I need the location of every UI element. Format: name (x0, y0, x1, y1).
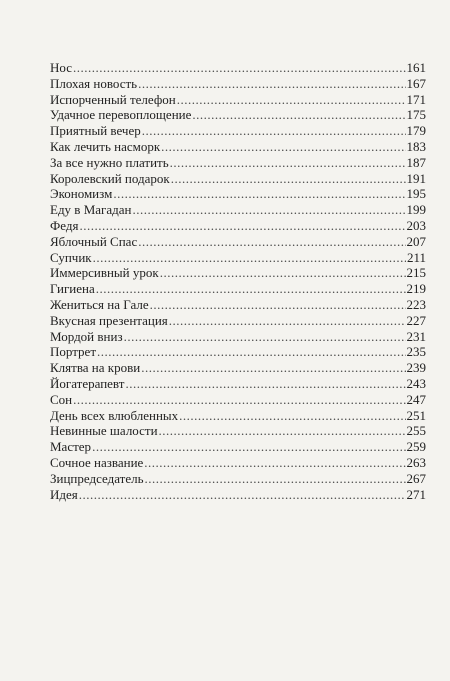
dot-leader (179, 408, 405, 424)
toc-entry-title: Вкусная презентация (50, 312, 168, 328)
toc-entry (50, 186, 426, 202)
toc-entry-page-number: 183 (406, 138, 426, 154)
toc-entry-title: Нос (50, 60, 72, 75)
toc-entry-title: Как лечить насморк (50, 138, 161, 154)
toc-entry-page-number: 199 (406, 202, 426, 218)
toc-entry-page-number: 243 (406, 375, 426, 391)
toc-entry (50, 234, 426, 250)
dot-leader (73, 392, 405, 408)
toc-entry-title: Гигиена (50, 281, 95, 297)
toc-entry (50, 281, 426, 297)
toc-entry-title: Удачное перевоплощение (50, 107, 192, 123)
toc-entry (50, 250, 426, 266)
toc-entry-title: Жениться на Гале (50, 296, 149, 312)
toc-entry-title: Плохая новость (50, 75, 138, 91)
toc-entry (50, 408, 426, 424)
dot-leader (159, 423, 406, 439)
toc-entry-title: Сон (50, 391, 73, 407)
dot-leader (113, 186, 405, 202)
toc-entry (50, 392, 426, 408)
toc-entry-title: За все нужно платить (50, 154, 169, 170)
toc-entry-page-number: 271 (406, 486, 426, 502)
toc-entry (50, 139, 426, 155)
dot-leader (161, 139, 405, 155)
toc-entry (50, 265, 426, 281)
toc-entry (50, 76, 426, 92)
toc-entry-page-number: 175 (406, 107, 426, 123)
toc-entry-page-number: 223 (406, 296, 426, 312)
dot-leader (150, 297, 406, 313)
toc-entry (50, 297, 426, 313)
toc-entry (50, 92, 426, 108)
dot-leader (141, 360, 405, 376)
toc-entry-page-number: 211 (406, 249, 426, 265)
toc-entry (50, 171, 426, 187)
dot-leader (144, 455, 405, 471)
toc-entry-page-number: 255 (406, 423, 426, 439)
toc-entry-title: День всех влюбленных (50, 407, 179, 423)
toc-entry (50, 423, 426, 439)
dot-leader (192, 107, 405, 123)
toc-entry-title: Невинные шалости (50, 423, 158, 439)
dot-leader (138, 76, 405, 92)
toc-entry (50, 376, 426, 392)
toc-entry-page-number: 235 (406, 344, 426, 360)
toc-entry-page-number: 203 (406, 217, 426, 233)
toc-entry (50, 455, 426, 471)
dot-leader (142, 123, 406, 139)
dot-leader (93, 250, 406, 266)
dot-leader (171, 171, 406, 187)
toc-entry-page-number: 215 (406, 265, 426, 281)
toc-entry (50, 202, 426, 218)
dot-leader (125, 376, 405, 392)
dot-leader (132, 202, 405, 218)
dot-leader (160, 265, 406, 281)
dot-leader (73, 60, 406, 76)
toc-entry-title: Мастер (50, 439, 92, 455)
toc-entry-page-number: 161 (406, 60, 426, 75)
toc-entry-title: Еду в Магадан (50, 202, 132, 218)
dot-leader (138, 234, 405, 250)
toc-entry-page-number: 187 (406, 154, 426, 170)
toc-entry-title: Супчик (50, 249, 92, 265)
dot-leader (97, 344, 405, 360)
toc-entry-title: Клятва на крови (50, 360, 141, 376)
dot-leader (96, 281, 406, 297)
toc-entry-page-number: 171 (406, 91, 426, 107)
dot-leader (145, 471, 406, 487)
dot-leader (79, 487, 406, 503)
toc-entry-page-number: 259 (406, 439, 426, 455)
toc-entry (50, 313, 426, 329)
toc-entry-title: Портрет (50, 344, 97, 360)
toc-entry (50, 218, 426, 234)
toc-entry-page-number: 267 (406, 470, 426, 486)
toc-entry-title: Федя (50, 217, 79, 233)
toc-entry-page-number: 251 (406, 407, 426, 423)
toc-entry-page-number: 219 (406, 281, 426, 297)
toc-entry-page-number: 167 (406, 75, 426, 91)
toc-entry (50, 123, 426, 139)
dot-leader (79, 218, 405, 234)
dot-leader (92, 439, 405, 455)
toc-entry-title: Яблочный Спас (50, 233, 138, 249)
toc-entry-title: Королевский подарок (50, 170, 170, 186)
toc-entry-page-number: 239 (406, 360, 426, 376)
toc-entry-page-number: 231 (406, 328, 426, 344)
toc-entry-title: Иммерсивный урок (50, 265, 159, 281)
toc-entry-page-number: 207 (406, 233, 426, 249)
toc-entry-page-number: 179 (406, 123, 426, 139)
table-of-contents (50, 60, 426, 502)
dot-leader (124, 329, 406, 345)
toc-entry (50, 360, 426, 376)
toc-entry (50, 487, 426, 503)
toc-entry (50, 60, 426, 76)
toc-entry-title: Йогатерапевт (50, 375, 125, 391)
toc-entry-title: Приятный вечер (50, 123, 141, 139)
toc-entry-title: Мордой вниз (50, 328, 123, 344)
toc-entry-title: Идея (50, 486, 78, 502)
toc-entry-page-number: 195 (406, 186, 426, 202)
toc-entry (50, 107, 426, 123)
toc-entry-page-number: 227 (406, 312, 426, 328)
dot-leader (177, 92, 406, 108)
toc-entry (50, 439, 426, 455)
dot-leader (170, 155, 406, 171)
toc-entry-title: Экономизм (50, 186, 113, 202)
toc-entry-page-number: 263 (406, 454, 426, 470)
toc-entry (50, 471, 426, 487)
toc-entry-title: Зицпредседатель (50, 470, 144, 486)
toc-entry (50, 155, 426, 171)
dot-leader (169, 313, 406, 329)
toc-entry-page-number: 247 (406, 391, 426, 407)
toc-entry-title: Испорченный телефон (50, 91, 176, 107)
toc-entry-page-number: 191 (406, 170, 426, 186)
toc-entry-title: Сочное название (50, 454, 144, 470)
toc-entry (50, 344, 426, 360)
toc-entry (50, 329, 426, 345)
